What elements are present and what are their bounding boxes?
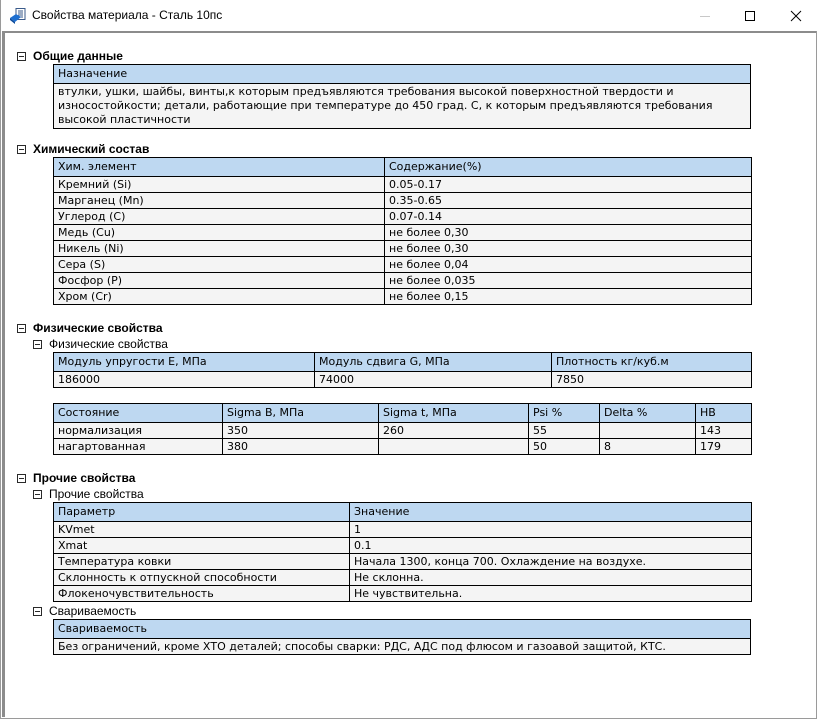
psi-cell: 55 <box>529 423 600 439</box>
element-cell: Фосфор (P) <box>54 273 385 289</box>
parameter-cell: KVmet <box>54 522 350 538</box>
content-cell: не более 0,035 <box>385 273 752 289</box>
table-row <box>54 554 752 570</box>
section-chemical[interactable] <box>17 142 149 156</box>
subsection-title: Прочие свойства <box>49 487 144 501</box>
content-cell: не более 0,15 <box>385 289 752 305</box>
collapse-toggle-icon[interactable] <box>33 340 42 349</box>
column-header: HB <box>696 404 752 423</box>
section-title: Общие данные <box>33 49 123 63</box>
psi-cell: 50 <box>529 439 600 455</box>
element-cell: Хром (Cr) <box>54 289 385 305</box>
section-title: Химический состав <box>33 142 150 156</box>
column-header: Sigma t, МПа <box>379 404 529 423</box>
table-row <box>54 538 752 554</box>
section-other[interactable] <box>17 471 135 485</box>
column-header: Назначение <box>54 65 751 84</box>
content-cell: 0.35-0.65 <box>385 193 752 209</box>
sigma-t-cell <box>379 439 529 455</box>
table-row <box>54 273 752 289</box>
element-cell: Кремний (Si) <box>54 177 385 193</box>
table-row <box>54 257 752 273</box>
collapse-toggle-icon[interactable] <box>33 607 42 616</box>
element-cell: Медь (Cu) <box>54 225 385 241</box>
sigma-b-cell: 380 <box>223 439 379 455</box>
column-header: Delta % <box>600 404 696 423</box>
properties-content <box>2 31 816 717</box>
element-cell: Сера (S) <box>54 257 385 273</box>
section-title: Физические свойства <box>33 321 163 335</box>
table-row <box>54 586 752 602</box>
hb-cell: 179 <box>696 439 752 455</box>
other-properties-table <box>53 502 752 602</box>
window-title: Свойства материала - Сталь 10пс <box>32 8 223 22</box>
collapse-toggle-icon[interactable] <box>17 324 26 333</box>
close-icon <box>790 10 802 22</box>
table-row <box>54 289 752 305</box>
state-cell: нагартованная <box>54 439 223 455</box>
collapse-toggle-icon[interactable] <box>17 474 26 483</box>
subsection-title: Свариваемость <box>49 604 137 618</box>
content-cell: не более 0,30 <box>385 241 752 257</box>
column-header: Состояние <box>54 404 223 423</box>
hb-cell: 143 <box>696 423 752 439</box>
title-bar[interactable] <box>1 0 818 31</box>
close-button[interactable] <box>773 0 818 31</box>
collapse-toggle-icon[interactable] <box>17 52 26 61</box>
section-physical[interactable] <box>17 321 163 335</box>
subsection-other[interactable] <box>33 487 144 501</box>
column-header: Sigma B, МПа <box>223 404 379 423</box>
column-header: Модуль упругости E, МПа <box>54 353 315 372</box>
column-header: Хим. элемент <box>54 158 385 177</box>
delta-cell: 8 <box>600 439 696 455</box>
parameter-cell: Склонность к отпускной способности <box>54 570 350 586</box>
parameter-cell: Флокеночувствительность <box>54 586 350 602</box>
subsection-weldability[interactable] <box>33 604 136 618</box>
chemical-table <box>53 157 752 305</box>
table-row <box>54 241 752 257</box>
table-row <box>54 372 752 388</box>
content-cell: не более 0,30 <box>385 225 752 241</box>
column-header: Плотность кг/куб.м <box>552 353 752 372</box>
purpose-table <box>53 64 751 129</box>
value-cell: 1 <box>350 522 752 538</box>
column-header: Значение <box>350 503 752 522</box>
column-header: Параметр <box>54 503 350 522</box>
subsection-physical[interactable] <box>33 337 168 351</box>
value-cell: 0.1 <box>350 538 752 554</box>
content-cell: не более 0,04 <box>385 257 752 273</box>
shear-modulus-value: 74000 <box>315 372 552 388</box>
state-cell: нормализация <box>54 423 223 439</box>
table-row <box>54 177 752 193</box>
elastic-modulus-value: 186000 <box>54 372 315 388</box>
table-row <box>54 225 752 241</box>
section-general[interactable] <box>17 49 123 63</box>
collapse-toggle-icon[interactable] <box>33 490 42 499</box>
section-title: Прочие свойства <box>33 471 136 485</box>
maximize-button[interactable] <box>727 0 773 31</box>
document-book-icon <box>10 8 26 24</box>
collapse-toggle-icon[interactable] <box>17 145 26 154</box>
density-value: 7850 <box>552 372 752 388</box>
value-cell: Не склонна. <box>350 570 752 586</box>
table-row <box>54 439 752 455</box>
parameter-cell: Xmat <box>54 538 350 554</box>
moduli-table <box>53 352 752 388</box>
minimize-icon <box>699 10 711 22</box>
element-cell: Углерод (C) <box>54 209 385 225</box>
minimize-button[interactable] <box>682 0 728 31</box>
weldability-value: Без ограничений, кроме ХТО деталей; способы сварки: РДС, АДС под флюсом и газоавой защитой, КТС. <box>54 639 751 655</box>
mechanical-table <box>53 403 752 455</box>
delta-cell <box>600 423 696 439</box>
table-row <box>54 522 752 538</box>
subsection-title: Физические свойства <box>49 337 168 351</box>
table-row <box>54 423 752 439</box>
column-header: Модуль сдвига G, МПа <box>315 353 552 372</box>
sigma-t-cell: 260 <box>379 423 529 439</box>
element-cell: Никель (Ni) <box>54 241 385 257</box>
parameter-cell: Температура ковки <box>54 554 350 570</box>
column-header: Psi % <box>529 404 600 423</box>
table-row <box>54 570 752 586</box>
sigma-b-cell: 350 <box>223 423 379 439</box>
table-row <box>54 193 752 209</box>
value-cell: Не чувствительна. <box>350 586 752 602</box>
element-cell: Марганец (Mn) <box>54 193 385 209</box>
column-header: Свариваемость <box>54 620 751 639</box>
column-header: Содержание(%) <box>385 158 752 177</box>
content-cell: 0.07-0.14 <box>385 209 752 225</box>
table-row <box>54 209 752 225</box>
content-cell: 0.05-0.17 <box>385 177 752 193</box>
maximize-icon <box>744 10 756 22</box>
purpose-value: втулки, ушки, шайбы, винты,к которым предъявляются требования высокой поверхностной твердости и износостойкости; детали, работающие при температуре до 450 град. С, к которым предъявляются требования высокой пластичности <box>54 84 751 129</box>
value-cell: Начала 1300, конца 700. Охлаждение на воздухе. <box>350 554 752 570</box>
weldability-table <box>53 619 751 655</box>
